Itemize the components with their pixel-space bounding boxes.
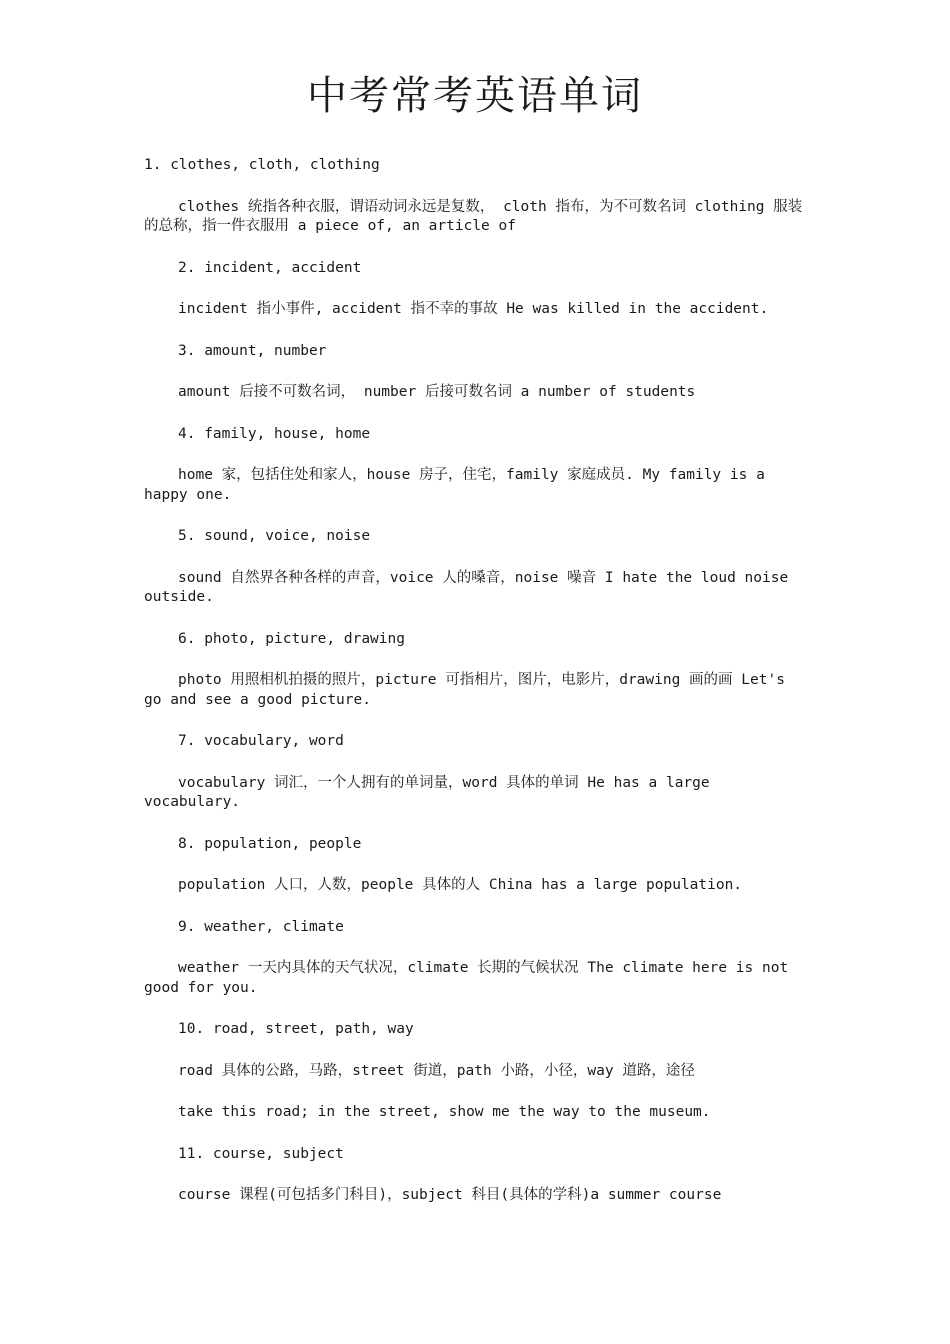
paragraph: road 具体的公路，马路，street 街道，path 小路，小径，way 道路，途径 <box>178 1062 695 1079</box>
paragraph: 10. road, street, path, way <box>178 1021 414 1037</box>
paragraph: 2. incident, accident <box>178 259 362 276</box>
page-title: 中考常考英语单词 <box>307 73 643 119</box>
paragraph: clothes 统指各种衣服，谓语动词永远是复数， cloth 指布，为不可数名词 clothing 服装的总称，指一件衣服用 a piece of, an article of <box>144 198 803 234</box>
paragraph: home 家，包括住处和家人，house 房子，住宅，family 家庭成员. My family is a happy one. <box>144 467 765 503</box>
paragraph: 9. weather, climate <box>178 918 344 935</box>
paragraph: photo 用照相机拍摄的照片，picture 可指相片，图片，电影片，drawing 画的画 Let's go and see a good picture. <box>144 672 785 708</box>
paragraph: 4. family, house, home <box>178 425 371 442</box>
paragraph: population 人口，人数，people 具体的人 China has a large population. <box>178 877 743 893</box>
paragraph: vocabulary 词汇，一个人拥有的单词量，word 具体的单词 He has a large vocabulary. <box>144 774 710 810</box>
paragraph: 11. course, subject <box>178 1145 344 1162</box>
paragraph: amount 后接不可数名词， number 后接可数名词 a number of students <box>178 384 696 400</box>
paragraph: 6. photo, picture, drawing <box>178 630 405 647</box>
paragraph: take this road; in the street, show me the way to the museum. <box>178 1104 711 1120</box>
paragraph: weather 一天内具体的天气状况，climate 长期的气候状况 The climate here is not good for you. <box>144 960 789 996</box>
paragraph: course 课程(可包括多门科目)，subject 科目(具体的学科)a summer course <box>178 1187 722 1203</box>
paragraph: 5. sound, voice, noise <box>178 528 371 544</box>
paragraph: sound 自然界各种各样的声音，voice 人的嗓音，noise 噪音 I hate the loud noise outside. <box>144 569 789 605</box>
paragraph: incident 指小事件, accident 指不幸的事故 He was killed in the accident. <box>178 301 769 317</box>
paragraph: 8. population, people <box>178 835 362 852</box>
paragraph: 1. clothes, cloth, clothing <box>144 157 380 173</box>
paragraph: 3. amount, number <box>178 342 327 359</box>
paragraph: 7. vocabulary, word <box>178 733 344 749</box>
document-body <box>144 156 809 1228</box>
